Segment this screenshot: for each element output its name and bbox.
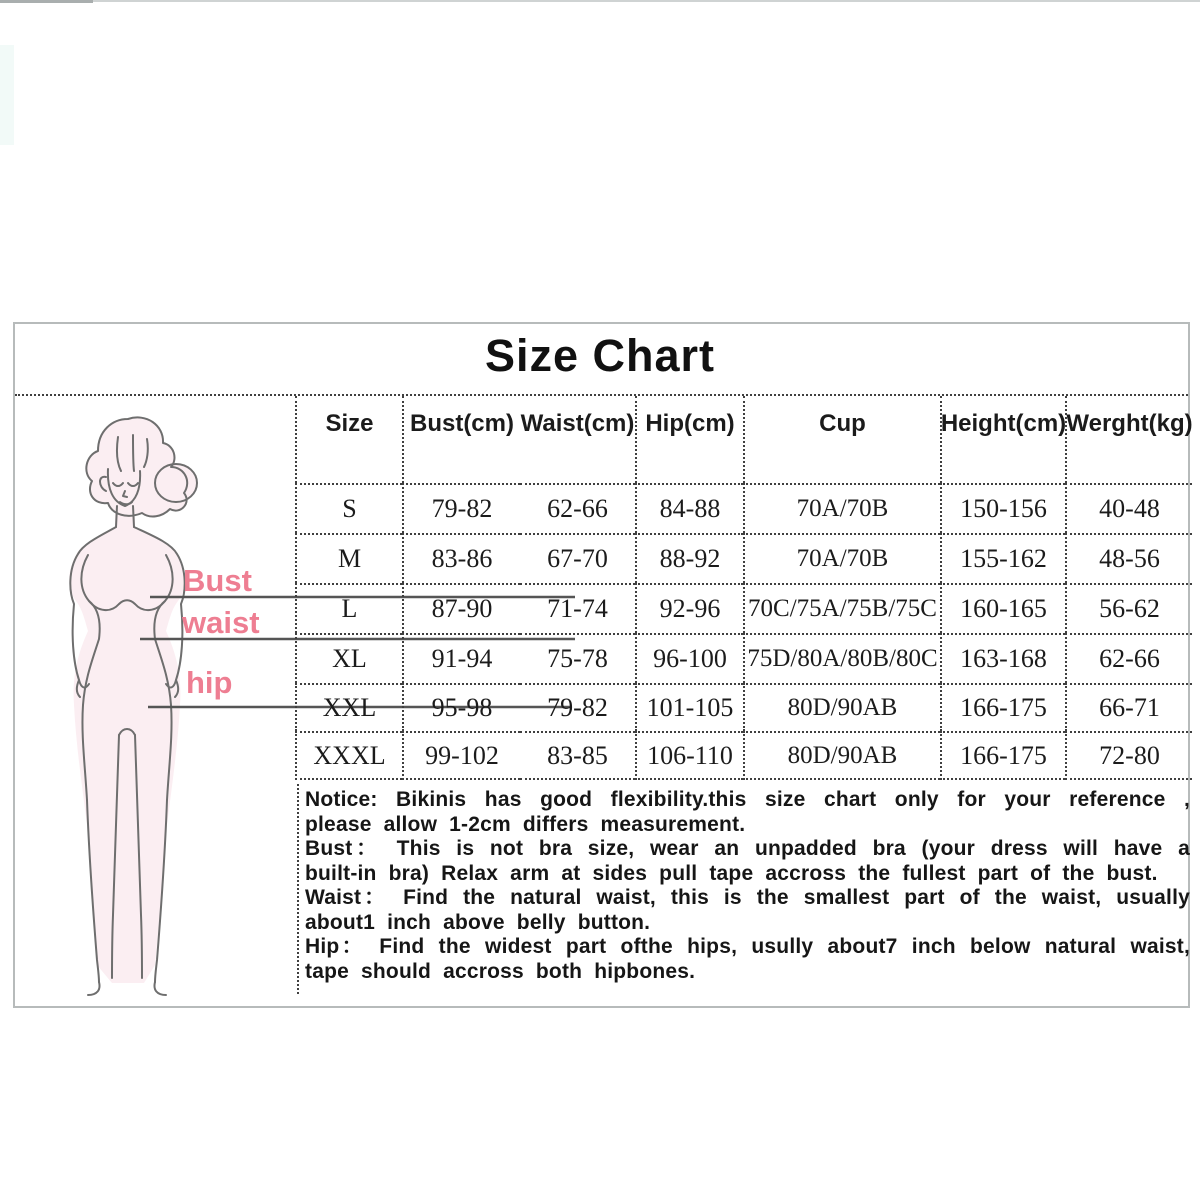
table-cell: 56-62 — [1065, 583, 1192, 633]
notice-line-reference: Notice: Bikinis has good flexibility.this size chart only for your reference , please allow 1-2cm differs measurement. — [305, 788, 1190, 836]
size-table — [295, 396, 1192, 780]
table-cell: 79-82 — [402, 483, 520, 533]
table-cell: 92-96 — [635, 583, 743, 633]
table-cell: 75D/80A/80B/80C — [743, 633, 940, 683]
table-cell: 79-82 — [520, 683, 635, 731]
table-cell: 67-70 — [520, 533, 635, 583]
table-cell: 87-90 — [402, 583, 520, 633]
table-cell: 40-48 — [1065, 483, 1192, 533]
table-cell: 106-110 — [635, 731, 743, 780]
table-cell: 101-105 — [635, 683, 743, 731]
waist-label: waist — [182, 605, 260, 640]
table-cell: 155-162 — [940, 533, 1065, 583]
bust-label: Bust — [183, 563, 252, 598]
table-cell: 160-165 — [940, 583, 1065, 633]
column-header-waist: Waist(cm) — [520, 410, 635, 437]
table-cell: 66-71 — [1065, 683, 1192, 731]
table-cell: M — [295, 533, 402, 583]
table-cell: 95-98 — [402, 683, 520, 731]
column-header-hip: Hip(cm) — [635, 396, 743, 483]
table-cell: L — [295, 583, 402, 633]
table-cell: 71-74 — [520, 583, 635, 633]
table-cell: 83-85 — [520, 731, 635, 780]
notice-section — [297, 784, 1190, 994]
table-cell: 99-102 — [402, 731, 520, 780]
table-cell: 72-80 — [1065, 731, 1192, 780]
table-cell: 80D/90AB — [743, 683, 940, 731]
notice-line-waist: Waist： Find the natural waist, this is the smallest part of the waist, usually about1 inch above belly button. — [305, 886, 1190, 934]
table-cell: 84-88 — [635, 483, 743, 533]
feet — [88, 982, 166, 995]
table-cell: 80D/90AB — [743, 731, 940, 780]
column-header-weight: Werght(kg) — [1065, 396, 1192, 483]
page-title: Size Chart — [484, 330, 716, 381]
table-cell: XXL — [295, 683, 402, 731]
table-cell: 166-175 — [940, 731, 1065, 780]
notice-line-bust: Bust： This is not bra size, wear an unpadded bra (your dress will have a built-in bra) Relax arm at sides pull tape accross the fullest part of the bust. — [305, 837, 1190, 885]
top-edge-line — [0, 0, 1200, 2]
table-cell: 96-100 — [635, 633, 743, 683]
table-cell: 166-175 — [940, 683, 1065, 731]
column-header-height: Height(cm) — [940, 396, 1065, 483]
table-cell: 62-66 — [1065, 633, 1192, 683]
table-cell: 91-94 — [402, 633, 520, 683]
table-cell: XL — [295, 633, 402, 683]
body-fill — [69, 527, 185, 983]
table-cell: 88-92 — [635, 533, 743, 583]
table-cell: 70A/70B — [743, 533, 940, 583]
table-cell: 150-156 — [940, 483, 1065, 533]
table-cell: 62-66 — [520, 483, 635, 533]
table-cell: XXXL — [295, 731, 402, 780]
table-cell: 70C/75A/75B/75C — [743, 583, 940, 633]
table-cell: S — [295, 483, 402, 533]
table-cell: 75-78 — [520, 633, 635, 683]
column-header-cup: Cup — [743, 396, 940, 483]
column-header-bust: Bust(cm) — [402, 396, 520, 483]
notice-line-hip: Hip： Find the widest part ofthe hips, usully about7 inch below natural waist, tape should accross both hipbones. — [305, 935, 1190, 983]
table-cell: 163-168 — [940, 633, 1065, 683]
table-cell: 48-56 — [1065, 533, 1192, 583]
top-edge-line-dark — [0, 0, 93, 3]
column-header-size: Size — [295, 396, 402, 483]
hip-label: hip — [186, 665, 233, 700]
table-cell: 70A/70B — [743, 483, 940, 533]
table-cell: 83-86 — [402, 533, 520, 583]
left-edge-artifact — [0, 45, 14, 145]
